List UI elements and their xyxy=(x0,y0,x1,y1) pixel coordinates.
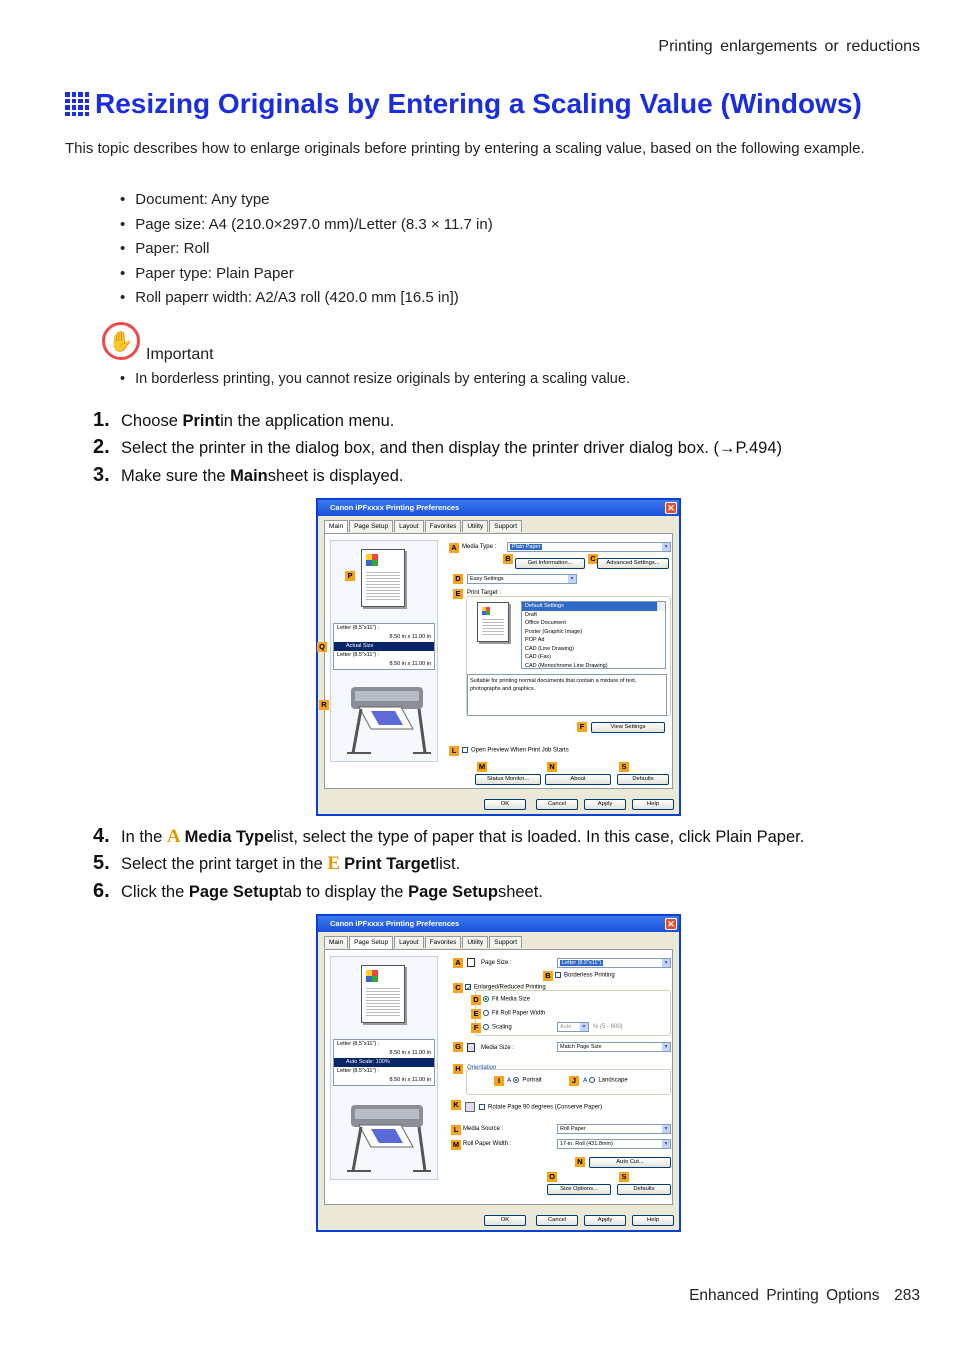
portrait-icon: A xyxy=(507,1077,512,1084)
info-line: 8.50 in x 11.00 in xyxy=(389,1050,431,1056)
tab-support[interactable]: Support xyxy=(489,520,522,532)
rotate-page-checkbox[interactable]: Rotate Page 90 degrees (Conserve Paper) xyxy=(465,1102,602,1112)
footer-text: Enhanced Printing Options xyxy=(689,1287,880,1304)
label-a: A xyxy=(453,958,463,968)
scaling-range: % (5 - 600) xyxy=(593,1024,623,1030)
tab-layout[interactable]: Layout xyxy=(394,936,424,948)
tab-strip xyxy=(318,520,679,532)
portrait-radio[interactable]: A Portrait xyxy=(507,1077,542,1084)
size-options-button[interactable]: Size Options... xyxy=(547,1184,611,1195)
label-h: H xyxy=(453,1064,463,1074)
page-size-select[interactable]: Letter (8.5"x11") ▾ xyxy=(557,958,671,968)
label-f: F xyxy=(577,722,587,732)
tab-main[interactable]: Main xyxy=(324,520,348,533)
help-button[interactable]: Help xyxy=(632,799,674,810)
close-icon[interactable]: ✕ xyxy=(665,918,677,930)
page-title xyxy=(65,88,862,120)
step-3: 3. Make sure the Main sheet is displayed. xyxy=(93,464,404,486)
roll-width-label: Roll Paper Width : xyxy=(463,1141,512,1147)
label-l: L xyxy=(449,746,459,756)
media-size-select[interactable]: Match Page Size ▾ xyxy=(557,1042,671,1052)
label-j: J xyxy=(569,1076,579,1086)
list-item: • Paper type: Plain Paper xyxy=(120,262,493,287)
page-icon xyxy=(467,958,475,967)
list-item[interactable]: CAD (Fax) xyxy=(525,654,551,660)
printer-illustration-icon xyxy=(341,677,431,757)
help-button[interactable]: Help xyxy=(632,1215,674,1226)
list-item[interactable]: Draft xyxy=(525,611,537,618)
label-c: C xyxy=(588,554,598,564)
important-item: • In borderless printing, you cannot resize originals by entering a scaling value. xyxy=(120,371,630,387)
list-item: • Document: Any type xyxy=(120,188,493,213)
dialog-buttons xyxy=(318,1215,679,1226)
list-item[interactable]: Default Settings xyxy=(522,602,665,611)
borderless-checkbox[interactable]: Borderless Printing xyxy=(555,972,615,979)
easy-settings-select[interactable]: Easy Settings ▾ xyxy=(467,574,577,584)
label-q: Q xyxy=(317,642,327,652)
preview-area xyxy=(330,956,438,1180)
info-line: Letter (8.5"x11") : xyxy=(337,1041,380,1047)
scrollbar[interactable] xyxy=(657,602,665,611)
info-line: Letter (8.5"x11") : xyxy=(337,652,380,658)
print-target-list[interactable] xyxy=(521,601,666,669)
description-box: Suitable for printing normal documents that contain a mixture of text, photographs and graphics. xyxy=(467,674,667,716)
about-button[interactable]: About xyxy=(545,774,611,785)
auto-cut-button[interactable]: Auto Cut... xyxy=(589,1157,671,1168)
info-line-selected: Auto Scale: 100% xyxy=(334,1058,434,1067)
label-b: B xyxy=(543,971,553,981)
apply-button[interactable]: Apply xyxy=(584,799,626,810)
defaults-button[interactable]: Defaults xyxy=(617,774,669,785)
media-source-label: Media Source : xyxy=(463,1126,504,1132)
printer-illustration-icon xyxy=(341,1095,431,1175)
step-1: 1. Choose Print in the application menu. xyxy=(93,409,395,431)
dialog-title-bar: Canon iPFxxxx Printing Preferences ✕ xyxy=(318,916,679,932)
dialog-title-bar: Canon iPFxxxx Printing Preferences ✕ xyxy=(318,500,679,516)
info-line: 8.50 in x 11.00 in xyxy=(389,1077,431,1083)
intro-paragraph: This topic describes how to enlarge originals before printing by entering a scaling value, based on the following example. xyxy=(65,140,865,157)
step-6: 6. Click the Page Setup tab to display the Page Setup sheet. xyxy=(93,880,543,902)
rotate-icon xyxy=(465,1102,475,1112)
tab-strip xyxy=(318,936,679,948)
list-item: • Page size: A4 (210.0×297.0 mm)/Letter (8.3 × 11.7 in) xyxy=(120,213,493,238)
label-e: E xyxy=(471,1009,481,1019)
page-number: 283 xyxy=(894,1287,920,1304)
label-e: E xyxy=(453,589,463,599)
list-item[interactable]: CAD (Line Drawing) xyxy=(525,645,574,652)
step-2: 2. Select the printer in the dialog box, and then display the printer driver dialog box. (→P.494) xyxy=(93,436,783,458)
label-r: R xyxy=(319,700,329,710)
tab-main[interactable]: Main xyxy=(324,936,348,948)
section-grid-icon xyxy=(65,92,89,116)
fit-media-radio[interactable]: Fit Media Size xyxy=(483,996,530,1003)
page-title-text: Resizing Originals by Entering a Scaling Value (Windows) xyxy=(95,88,862,119)
main-sheet-panel xyxy=(319,533,673,789)
scaling-radio[interactable]: Scaling xyxy=(483,1024,512,1031)
label-b: B xyxy=(503,554,513,564)
label-m: M xyxy=(478,762,486,771)
media-icon xyxy=(467,1043,475,1052)
print-target-label: Print Target : xyxy=(467,590,501,596)
label-d: D xyxy=(453,574,463,584)
label-k: K xyxy=(451,1100,461,1110)
running-header: Printing enlargements or reductions xyxy=(658,38,920,55)
label-c: C xyxy=(453,983,463,993)
ok-button[interactable]: OK xyxy=(484,1215,526,1226)
info-line: Letter (8.5"x11") : xyxy=(337,1068,380,1074)
defaults-button[interactable]: Defaults xyxy=(617,1184,671,1195)
label-g: G xyxy=(453,1042,463,1052)
info-line: 8.50 in x 11.00 in xyxy=(389,661,431,667)
tab-utility[interactable]: Utility xyxy=(462,936,488,948)
label-s: S xyxy=(619,762,629,772)
advanced-settings-button[interactable]: Advanced Settings... xyxy=(597,558,669,569)
label-i: I xyxy=(494,1076,504,1086)
printing-preferences-dialog-page-setup xyxy=(316,914,681,1232)
cancel-button[interactable]: Cancel xyxy=(536,1215,578,1226)
document-preview-icon xyxy=(361,965,405,1023)
tab-page-setup[interactable]: Page Setup xyxy=(349,936,393,949)
scaling-spinner[interactable]: Auto ▾ xyxy=(557,1022,589,1032)
roll-width-select[interactable]: 17-in. Roll (431.8mm) ▾ xyxy=(557,1139,671,1149)
tab-utility[interactable]: Utility xyxy=(462,520,488,532)
list-item: • Roll paperr width: A2/A3 roll (420.0 mm [16.5 in]) xyxy=(120,286,493,311)
page-footer xyxy=(689,1287,920,1305)
step-4: 4. In the A Media Type list, select the type of paper that is loaded. In this case, click Plain Paper. xyxy=(93,825,805,847)
fit-roll-radio[interactable]: Fit Roll Paper Width xyxy=(483,1010,545,1017)
close-icon[interactable]: ✕ xyxy=(665,502,677,514)
tab-favorites[interactable]: Favorites xyxy=(425,520,462,532)
list-item: • Paper: Roll xyxy=(120,237,493,262)
landscape-radio[interactable]: A Landscape xyxy=(583,1077,628,1084)
info-line: Letter (8.5"x11") : xyxy=(337,625,380,631)
label-n: N xyxy=(575,1157,585,1167)
info-line-selected: Actual Size xyxy=(334,642,434,651)
landscape-icon: A xyxy=(583,1077,588,1084)
label-s: S xyxy=(619,1172,629,1182)
example-list xyxy=(120,188,493,311)
size-info-box xyxy=(333,1039,435,1086)
media-size-label: Media Size : xyxy=(467,1043,514,1052)
target-preview-icon xyxy=(477,602,509,642)
label-a: A xyxy=(449,543,459,553)
size-info-box xyxy=(333,623,435,670)
page-setup-panel xyxy=(324,949,673,1205)
list-item[interactable]: Office Document xyxy=(525,620,566,626)
label-d: D xyxy=(471,995,481,1005)
cancel-button[interactable]: Cancel xyxy=(536,799,578,810)
list-item[interactable]: CAD (Monochrome Line Drawing) xyxy=(525,662,608,669)
open-preview-checkbox[interactable]: Open Preview When Print Job Starts xyxy=(462,747,569,754)
tab-page-setup[interactable]: Page Setup xyxy=(349,520,393,532)
view-settings-button[interactable]: View Settings xyxy=(591,722,665,733)
label-n: N xyxy=(547,762,557,772)
important-label: Important xyxy=(146,346,214,363)
ok-button[interactable]: OK xyxy=(484,799,526,810)
orientation-label: Orientation xyxy=(467,1065,497,1071)
document-preview-icon xyxy=(361,549,405,607)
get-information-button[interactable]: Get Information... xyxy=(515,558,585,569)
apply-button[interactable]: Apply xyxy=(584,1215,626,1226)
status-monitor-button[interactable]: Status Monitor... xyxy=(475,774,541,785)
label-m: M xyxy=(452,1140,460,1149)
media-type-select[interactable]: Plain Paper ▾ xyxy=(507,542,671,552)
tab-favorites[interactable]: Favorites xyxy=(425,936,462,948)
list-item[interactable]: Poster (Graphic Image) xyxy=(525,628,583,635)
list-item[interactable]: POP Ad xyxy=(525,637,545,643)
enlarged-reduced-checkbox[interactable]: ✓ Enlarged/Reduced Printing xyxy=(466,984,546,992)
dialog-buttons xyxy=(318,799,679,810)
page-size-row: Page Size : xyxy=(467,958,512,967)
label-o: O xyxy=(547,1172,557,1182)
label-p: P xyxy=(345,571,355,581)
printing-preferences-dialog-main xyxy=(316,498,681,816)
step-5: 5. Select the print target in the E Print Target list. xyxy=(93,852,461,874)
info-line: 8.50 in x 11.00 in xyxy=(389,634,431,640)
label-f: F xyxy=(471,1023,481,1033)
tab-layout[interactable]: Layout xyxy=(394,520,424,532)
label-l: L xyxy=(451,1125,461,1135)
tab-support[interactable]: Support xyxy=(489,936,522,948)
media-source-select[interactable]: Roll Paper ▾ xyxy=(557,1124,671,1134)
important-hand-icon: ✋ xyxy=(102,322,140,360)
media-type-label: Media Type : xyxy=(462,544,497,550)
